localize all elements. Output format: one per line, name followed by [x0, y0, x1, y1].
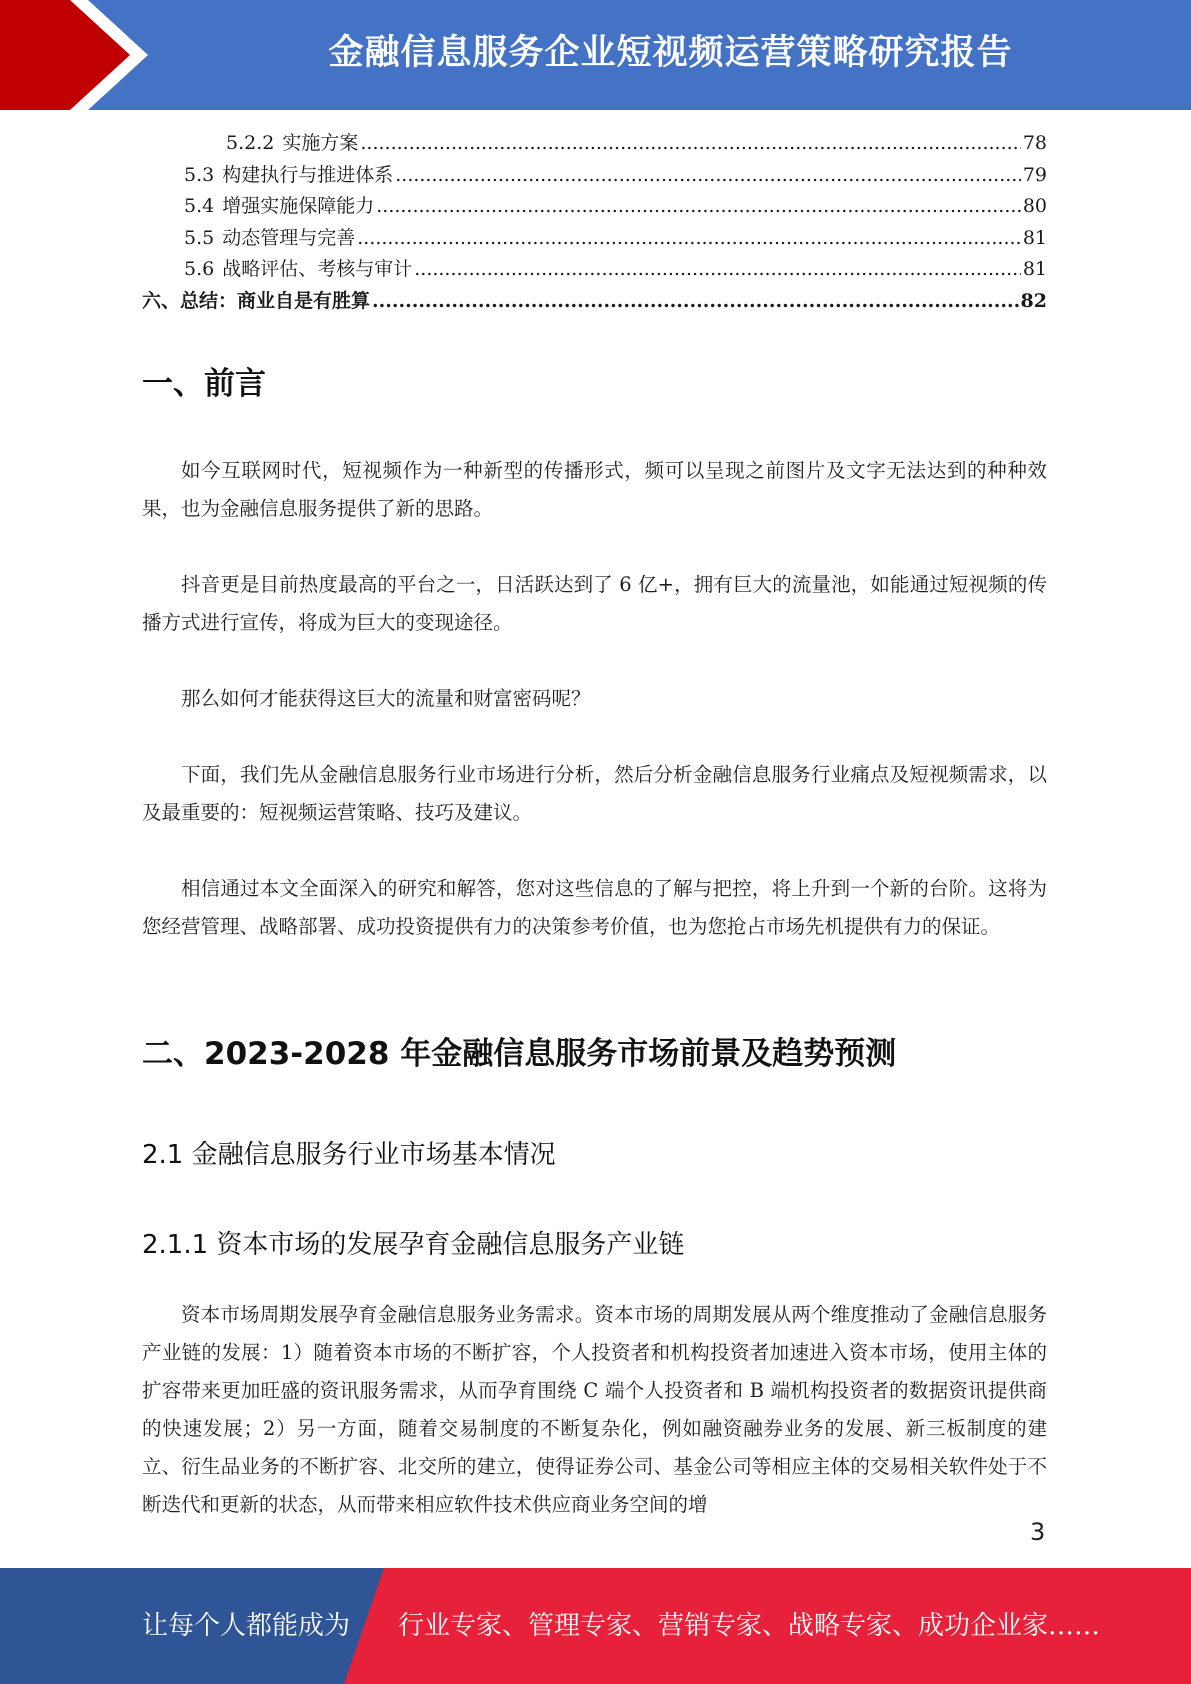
toc-label: 构建执行与推进体系 [222, 163, 394, 186]
toc-leader-dots [360, 128, 1020, 160]
toc-number: 5.2.2 [226, 132, 275, 154]
subsection-heading: 2.1 金融信息服务行业市场基本情况 [142, 1140, 556, 1170]
report-title: 金融信息服务企业短视频运营策略研究报告 [328, 33, 1013, 73]
toc-row[interactable] [142, 223, 1047, 255]
toc-number: 5.5 [184, 226, 215, 249]
paragraph: 如今互联网时代，短视频作为一种新型的传播形式，频可以呈现之前图片及文字无法达到的种种效果，也为金融信息服务提供了新的思路。 [142, 459, 1047, 520]
toc-page: 80 [1022, 195, 1047, 217]
toc-row[interactable] [142, 286, 1047, 318]
paragraph: 相信通过本文全面深入的研究和解答，您对这些信息的了解与把控，将上升到一个新的台阶。这将为您经营管理、战略部署、成功投资提供有力的决策参考价值，也为您抢占市场先机提供有力的保证。 [142, 877, 1047, 938]
table-of-contents [142, 128, 1047, 317]
page-footer [0, 1568, 1191, 1684]
toc-row[interactable] [142, 254, 1047, 286]
footer-slogan-right: 行业专家、管理专家、营销专家、战略专家、成功企业家…… [398, 1611, 1101, 1641]
toc-number: 5.4 [184, 195, 215, 217]
red-chevron-logo [0, 0, 160, 110]
toc-number: 5.6 [184, 258, 215, 280]
toc-page: 79 [1022, 163, 1047, 186]
paragraph: 下面，我们先从金融信息服务行业市场进行分析，然后分析金融信息服务行业痛点及短视频需求，以及最重要的：短视频运营策略、技巧及建议。 [142, 763, 1047, 824]
toc-number: 5.3 [184, 163, 215, 186]
section-heading-preface: 一、前言 [142, 366, 266, 402]
toc-label: 实施方案 [282, 132, 359, 154]
subsubsection-heading: 2.1.1 资本市场的发展孕育金融信息服务产业链 [142, 1230, 685, 1260]
paragraph: 资本市场周期发展孕育金融信息服务业务需求。资本市场的周期发展从两个维度推动了金融信息服务产业链的发展：1）随着资本市场的不断扩容，个人投资者和机构投资者加速进入资本市场，使用主体的扩容带来更加旺盛的资讯服务需求，从而孕育围绕 C 端个人投资者和 B 端机构投资者的数据资讯提供商的快速发展；2）另一方面，随着交易制度的不断复杂化，例如融资融券业务的发展、新三板制度的建立、衍生品业务的不断扩容、北交所的建立，使得证券公司、基金公司等相应主体的交易相关软件处于不断迭代和更新的状态，从而带来相应软件技术供应商业务空间的增 [142, 1303, 1047, 1516]
paragraph: 那么如何才能获得这巨大的流量和财富密码呢？ [181, 687, 591, 710]
toc-page: 81 [1022, 258, 1047, 280]
toc-page: 82 [1020, 289, 1047, 312]
toc-leader-dots [376, 191, 1021, 223]
toc-leader-dots [357, 223, 1021, 255]
toc-leader-dots [414, 254, 1021, 286]
toc-label: 战略评估、考核与审计 [222, 258, 413, 280]
section-heading-market-outlook: 二、2023-2028 年金融信息服务市场前景及趋势预测 [142, 1036, 897, 1072]
toc-leader-dots [372, 286, 1019, 318]
toc-row[interactable] [142, 128, 1047, 160]
toc-label: 增强实施保障能力 [222, 195, 375, 217]
toc-label: 动态管理与完善 [222, 226, 356, 249]
paragraph: 抖音更是目前热度最高的平台之一，日活跃达到了 6 亿+，拥有巨大的流量池，如能通过短视频的传播方式进行宣传，将成为巨大的变现途径。 [142, 573, 1047, 634]
footer-slogan-left: 让每个人都能成为 [142, 1611, 351, 1641]
toc-row[interactable] [142, 191, 1047, 223]
toc-page: 81 [1022, 226, 1047, 249]
toc-label: 六、总结：商业自是有胜算 [142, 289, 371, 312]
page-number: 3 [1030, 1518, 1046, 1546]
toc-leader-dots [395, 160, 1021, 192]
toc-row[interactable] [142, 160, 1047, 192]
page-header [0, 0, 1191, 110]
toc-page: 78 [1022, 132, 1047, 154]
